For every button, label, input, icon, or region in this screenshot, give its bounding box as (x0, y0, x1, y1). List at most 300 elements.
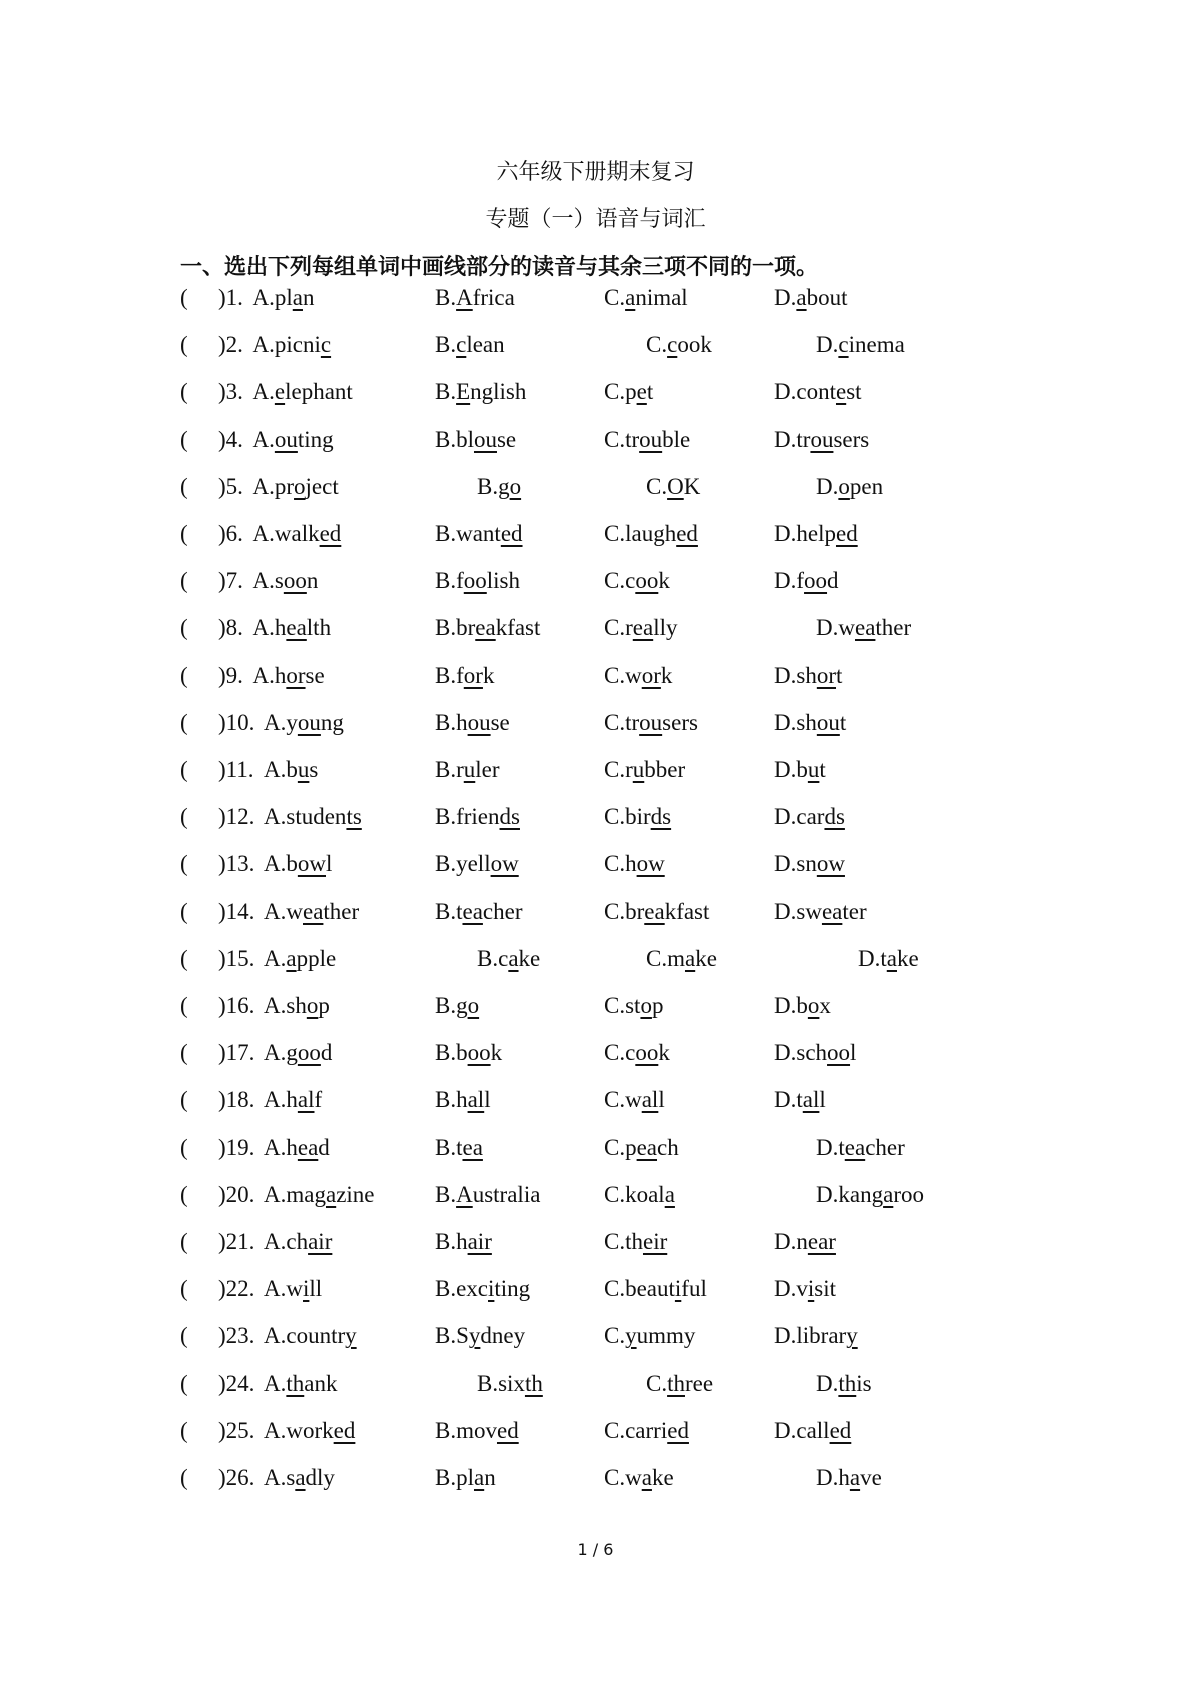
option-label: C. (604, 1229, 626, 1254)
underlined-part: th (667, 1371, 685, 1396)
word-suffix: lth (306, 615, 332, 640)
option-label: B. (435, 568, 457, 593)
option-label: B. (477, 474, 499, 499)
word-prefix: h (625, 851, 637, 876)
option-label: B. (435, 1229, 457, 1254)
answer-blank[interactable]: ( (180, 663, 188, 688)
answer-blank[interactable]: ( (180, 1229, 188, 1254)
option-label: A. (264, 1087, 287, 1112)
answer-blank[interactable]: ( (180, 615, 188, 640)
option-label: D. (816, 1182, 839, 1207)
underlined-part: c (838, 332, 849, 357)
option-d (774, 710, 846, 736)
word-suffix: se (490, 710, 510, 735)
option-label: D. (774, 568, 797, 593)
word-prefix: bl (456, 427, 474, 452)
word-prefix: p (625, 379, 637, 404)
word-suffix: l (484, 1087, 491, 1112)
option-label: D. (816, 1371, 839, 1396)
underlined-part: u (807, 757, 820, 782)
option-label: C. (604, 899, 626, 924)
underlined-part: A (456, 1182, 473, 1207)
word-suffix: x (819, 993, 831, 1018)
word-prefix: sh (286, 993, 307, 1018)
answer-blank[interactable]: ( (180, 332, 188, 357)
underlined-part: y (468, 1323, 481, 1348)
option-b (435, 804, 520, 830)
underlined-part: c (456, 332, 467, 357)
word-suffix: sers (662, 710, 698, 735)
question-row (0, 757, 1191, 793)
answer-blank[interactable]: ( (180, 804, 188, 829)
option-label: D. (774, 1323, 797, 1348)
word-suffix: s (309, 757, 319, 782)
option-label: D. (774, 757, 797, 782)
option-a (264, 1371, 337, 1397)
underlined-part: oo (635, 568, 659, 593)
underlined-part: e (835, 379, 847, 404)
word-suffix: k (660, 663, 673, 688)
question-number: )17. (218, 1040, 255, 1065)
word-prefix: studen (286, 804, 347, 829)
word-suffix: roo (893, 1182, 924, 1207)
word-suffix: ke (695, 946, 717, 971)
option-label: C. (604, 1465, 626, 1490)
option-label: C. (604, 427, 626, 452)
option-c (604, 427, 690, 453)
option-d (816, 1371, 872, 1397)
word-suffix: ther (875, 615, 912, 640)
option-a (264, 1276, 322, 1302)
underlined-part: ed (835, 521, 858, 546)
word-suffix: nglish (470, 379, 527, 404)
underlined-part: c (320, 332, 332, 357)
option-label: B. (435, 1182, 457, 1207)
question-row (0, 1465, 1191, 1501)
word-suffix: inema (848, 332, 905, 357)
word-prefix: bir (625, 804, 651, 829)
question-number: )13. (218, 851, 255, 876)
word-suffix: se (305, 663, 325, 688)
word-prefix: ch (286, 1229, 309, 1254)
answer-blank[interactable]: ( (180, 851, 188, 876)
option-label: B. (435, 615, 457, 640)
option-c (604, 615, 677, 641)
question-row (0, 946, 1191, 982)
question-number: )2. (218, 332, 243, 357)
option-d (774, 1229, 836, 1255)
option-label: B. (435, 757, 457, 782)
option-a (264, 1135, 330, 1161)
option-b (435, 710, 510, 736)
word-prefix: pl (456, 1465, 474, 1490)
answer-blank[interactable]: ( (180, 1040, 188, 1065)
option-label: B. (435, 899, 457, 924)
question-number: )8. (218, 615, 243, 640)
underlined-part: o (640, 993, 652, 1018)
answer-blank[interactable]: ( (180, 521, 188, 546)
option-label: C. (646, 474, 668, 499)
option-c (604, 1182, 675, 1208)
option-label: B. (435, 1465, 457, 1490)
word-prefix: want (456, 521, 501, 546)
word-suffix: l (850, 1040, 857, 1065)
underlined-part: oo (804, 568, 828, 593)
option-b (435, 757, 500, 783)
question-number: )25. (218, 1418, 255, 1443)
word-suffix: lephant (285, 379, 353, 404)
word-suffix: zine (336, 1182, 375, 1207)
option-label: A. (264, 804, 287, 829)
option-a (264, 757, 318, 783)
word-prefix: sw (796, 899, 822, 924)
question-row (0, 568, 1191, 604)
option-c (604, 285, 688, 311)
answer-blank[interactable]: ( (180, 1418, 188, 1443)
word-suffix: n (302, 285, 315, 310)
option-c (604, 379, 653, 405)
word-suffix: kfast (495, 615, 541, 640)
word-prefix: h (286, 1135, 298, 1160)
option-label: A. (252, 285, 275, 310)
option-label: A. (264, 710, 287, 735)
word-suffix: sers (833, 427, 870, 452)
answer-blank[interactable]: ( (180, 946, 188, 971)
word-prefix: c (625, 568, 636, 593)
underlined-part: A (456, 285, 473, 310)
question-number: )11. (218, 757, 254, 782)
word-suffix: lish (486, 568, 520, 593)
option-c (604, 804, 671, 830)
word-prefix: t (456, 1135, 463, 1160)
word-suffix: dney (480, 1323, 526, 1348)
option-label: A. (264, 757, 287, 782)
underlined-part: y (345, 1323, 357, 1348)
option-label: B. (435, 993, 457, 1018)
word-prefix: sch (796, 1040, 828, 1065)
answer-blank[interactable]: ( (180, 1135, 188, 1160)
option-a (264, 1182, 375, 1208)
word-suffix: k (490, 1040, 503, 1065)
option-label: A. (264, 899, 287, 924)
answer-blank[interactable]: ( (180, 1371, 188, 1396)
option-d (774, 427, 869, 453)
question-number: )20. (218, 1182, 255, 1207)
option-label: C. (646, 332, 668, 357)
option-label: A. (252, 521, 275, 546)
word-suffix: ting (297, 427, 334, 452)
option-label: A. (264, 1465, 287, 1490)
underlined-part: ea (462, 899, 483, 924)
underlined-part: a (886, 946, 897, 971)
option-b (435, 1135, 483, 1161)
option-label: A. (264, 1182, 287, 1207)
word-suffix: f (314, 1087, 323, 1112)
word-prefix: g (286, 1040, 298, 1065)
underlined-part: oo (463, 568, 487, 593)
option-b (435, 285, 515, 311)
option-d (774, 1276, 836, 1302)
underlined-part: th (524, 1371, 543, 1396)
option-label: A. (264, 1229, 287, 1254)
option-label: A. (252, 332, 275, 357)
word-prefix: h (286, 1087, 298, 1112)
option-label: B. (435, 285, 457, 310)
underlined-part: ed (829, 1418, 852, 1443)
option-d (816, 1465, 882, 1491)
option-c (604, 663, 672, 689)
option-c (604, 1465, 674, 1491)
underlined-part: oo (827, 1040, 851, 1065)
answer-blank[interactable]: ( (180, 379, 188, 404)
option-c (604, 1087, 665, 1113)
option-a (253, 474, 339, 500)
question-number: )21. (218, 1229, 255, 1254)
option-a (264, 851, 332, 877)
option-label: C. (604, 993, 626, 1018)
option-d (774, 851, 845, 877)
word-prefix: b (796, 993, 808, 1018)
underlined-part: ou (297, 710, 321, 735)
option-b (435, 332, 505, 358)
option-a (253, 332, 332, 358)
word-prefix: exc (456, 1276, 489, 1301)
answer-blank[interactable]: ( (180, 1323, 188, 1348)
option-a (253, 521, 342, 547)
underlined-part: ea (632, 615, 654, 640)
option-label: D. (774, 804, 797, 829)
word-prefix: h (456, 710, 468, 735)
word-suffix: l (326, 851, 333, 876)
word-prefix: beaut (625, 1276, 675, 1301)
question-row (0, 710, 1191, 746)
question-row (0, 427, 1191, 463)
option-b (435, 1040, 502, 1066)
underlined-part: or (286, 663, 306, 688)
word-prefix: w (838, 615, 855, 640)
option-label: D. (774, 521, 797, 546)
option-label: C. (604, 1087, 626, 1112)
word-prefix: h (274, 663, 287, 688)
question-number: )23. (218, 1323, 255, 1348)
option-b (435, 851, 519, 877)
option-label: C. (604, 1418, 626, 1443)
word-suffix: ject (305, 474, 339, 499)
option-label: B. (435, 851, 457, 876)
word-prefix: t (838, 1135, 845, 1160)
word-prefix: yell (456, 851, 491, 876)
option-label: A. (264, 1040, 287, 1065)
question-row (0, 379, 1191, 415)
underlined-part: ed (333, 1418, 356, 1443)
word-suffix: ke (896, 946, 919, 971)
option-c (604, 1229, 667, 1255)
underlined-part: a (684, 946, 696, 971)
word-suffix: t (646, 379, 654, 404)
word-prefix: t (880, 946, 887, 971)
question-number: )22. (218, 1276, 255, 1301)
answer-blank[interactable]: ( (180, 568, 188, 593)
question-number: )5. (218, 474, 243, 499)
option-b (435, 1418, 519, 1444)
word-suffix: pple (296, 946, 337, 971)
option-label: D. (774, 663, 797, 688)
answer-blank[interactable]: ( (180, 1182, 188, 1207)
question-row (0, 1371, 1191, 1407)
option-a (264, 1418, 355, 1444)
option-b (435, 1323, 525, 1349)
option-c (604, 710, 698, 736)
answer-blank[interactable]: ( (180, 993, 188, 1018)
option-label: B. (435, 427, 457, 452)
answer-blank[interactable]: ( (180, 757, 188, 782)
option-d (816, 615, 911, 641)
option-a (264, 1087, 322, 1113)
option-label: D. (774, 1040, 797, 1065)
option-label: C. (646, 946, 668, 971)
option-a (253, 568, 319, 594)
question-number: )10. (218, 710, 255, 735)
word-suffix: ook (677, 332, 712, 357)
underlined-part: a (849, 1465, 861, 1490)
underlined-part: o (807, 993, 820, 1018)
word-prefix: th (625, 1229, 643, 1254)
option-d (774, 379, 862, 405)
question-row (0, 1276, 1191, 1312)
underlined-part: E (456, 379, 471, 404)
word-prefix: laugh (625, 521, 677, 546)
answer-blank[interactable]: ( (180, 1087, 188, 1112)
underlined-part: oo (635, 1040, 659, 1065)
word-prefix: b (796, 757, 808, 782)
word-prefix: kang (838, 1182, 884, 1207)
option-label: B. (435, 1418, 457, 1443)
word-prefix: s (286, 1465, 296, 1490)
word-prefix: f (456, 568, 464, 593)
word-prefix: six (498, 1371, 525, 1396)
option-label: C. (604, 710, 626, 735)
word-suffix: ke (518, 946, 541, 971)
question-row (0, 474, 1191, 510)
word-suffix: nimal (635, 285, 688, 310)
question-row (0, 851, 1191, 887)
answer-blank[interactable]: ( (180, 427, 188, 452)
option-label: A. (264, 993, 287, 1018)
word-prefix: car (796, 804, 825, 829)
underlined-part: ea (844, 1135, 866, 1160)
underlined-part: a (286, 946, 297, 971)
word-prefix: mag (286, 1182, 326, 1207)
option-label: A. (264, 946, 287, 971)
underlined-part: ea (855, 615, 876, 640)
option-b (435, 1276, 530, 1302)
option-d (774, 568, 839, 594)
option-d (774, 1418, 851, 1444)
option-label: A. (264, 851, 287, 876)
word-prefix: tr (625, 710, 640, 735)
option-label: B. (435, 710, 457, 735)
word-suffix: ummy (636, 1323, 696, 1348)
underlined-part: u (463, 757, 476, 782)
option-d (774, 804, 845, 830)
word-prefix: t (796, 1087, 803, 1112)
question-row (0, 1040, 1191, 1076)
underlined-part: air (308, 1229, 333, 1254)
option-c (646, 946, 717, 972)
answer-blank[interactable]: ( (180, 1465, 188, 1490)
option-a (253, 615, 332, 641)
option-d (774, 663, 842, 689)
option-label: C. (646, 1371, 668, 1396)
question-row (0, 615, 1191, 651)
option-a (264, 1040, 332, 1066)
underlined-part: ed (500, 521, 523, 546)
underlined-part: a (641, 1465, 652, 1490)
underlined-part: a (664, 1182, 675, 1207)
option-label: D. (774, 1418, 797, 1443)
question-number: )18. (218, 1087, 255, 1112)
option-label: C. (604, 804, 626, 829)
option-c (604, 521, 698, 547)
word-prefix: picni (274, 332, 321, 357)
underlined-part: ea (475, 615, 496, 640)
underlined-part: a (796, 285, 807, 310)
answer-blank[interactable]: ( (180, 899, 188, 924)
underlined-part: o (294, 474, 306, 499)
underlined-part: al (802, 1087, 820, 1112)
option-c (604, 1276, 707, 1302)
option-label: A. (264, 1371, 287, 1396)
word-suffix: ll (309, 1276, 323, 1301)
option-d (858, 946, 919, 972)
option-c (604, 851, 665, 877)
option-label: D. (816, 1135, 839, 1160)
option-label: D. (816, 615, 839, 640)
question-number: )7. (218, 568, 243, 593)
word-prefix: countr (286, 1323, 346, 1348)
option-d (816, 474, 883, 500)
word-suffix: ther (323, 899, 360, 924)
word-suffix: dly (305, 1465, 335, 1490)
answer-blank[interactable]: ( (180, 474, 188, 499)
option-label: D. (858, 946, 881, 971)
answer-blank[interactable]: ( (180, 285, 188, 310)
word-prefix: b (456, 1040, 468, 1065)
word-prefix: m (667, 946, 685, 971)
word-prefix: h (274, 615, 287, 640)
underlined-part: ear (807, 1229, 836, 1254)
word-prefix: sn (796, 851, 817, 876)
word-suffix: cher (865, 1135, 905, 1160)
question-row (0, 332, 1191, 368)
word-prefix: w (625, 1465, 642, 1490)
underlined-part: a (325, 1182, 337, 1207)
underlined-part: al (297, 1087, 315, 1112)
word-prefix: w (625, 1087, 642, 1112)
option-label: D. (816, 332, 839, 357)
answer-blank[interactable]: ( (180, 1276, 188, 1301)
option-b (435, 1465, 496, 1491)
option-b (477, 946, 540, 972)
word-prefix: w (286, 899, 303, 924)
underlined-part: o (467, 993, 480, 1018)
word-prefix: st (625, 993, 641, 1018)
word-suffix: ting (494, 1276, 531, 1301)
word-suffix: is (856, 1371, 872, 1396)
answer-blank[interactable]: ( (180, 710, 188, 735)
option-a (253, 427, 334, 453)
option-b (435, 568, 520, 594)
